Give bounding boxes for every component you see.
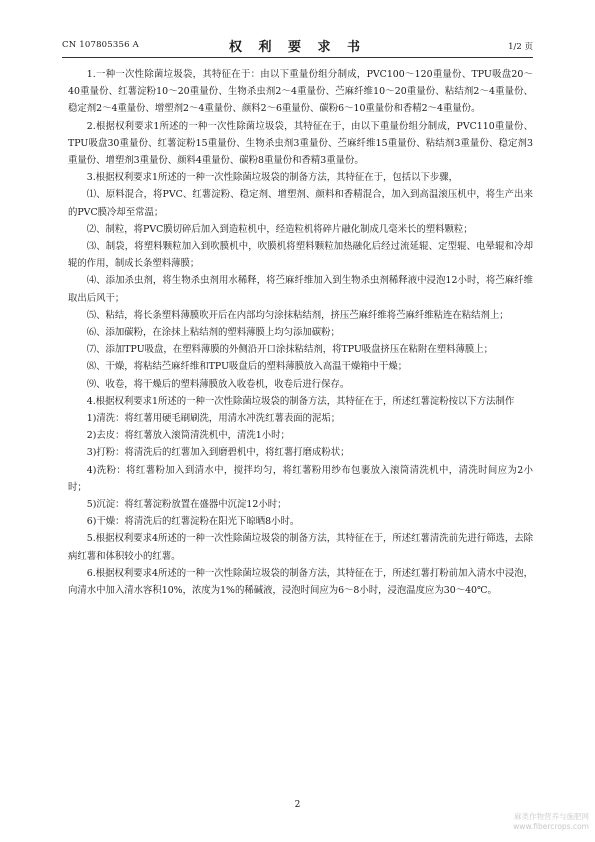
claim-4-step-2: 2)去皮：将红薯放入滚筒清洗机中，清洗1小时；	[86, 430, 290, 442]
claims-body	[68, 66, 533, 599]
page-header	[62, 36, 533, 54]
site-watermark	[513, 812, 589, 832]
patent-number: CN 107805356 A	[62, 40, 139, 50]
claim-4-step-3: 3)打粉：将清洗后的红薯加入到磨碧机中，将红薯打磨成粉状；	[86, 447, 350, 459]
page-number: 2	[294, 800, 301, 810]
claim-4-step-4: 4)洗粉：将红薯粉加入到清水中，搅拌均匀，将红薯粉用纱布包裹放入滚筒清洗机中，清洗时间应为2小时；	[68, 464, 533, 493]
claim-3-step-4: ⑷、添加杀虫剂，将生物杀虫剂用水稀释，将苎麻纤维加入到生物杀虫剂稀释液中浸泡12小时，将苎麻纤维取出后风干；	[68, 275, 533, 304]
claim-2: 2.根据权利要求1所述的一种一次性除菌垃圾袋，其特征在于，由以下重量份组分制成，PVC110重量份、TPU吸盘30重量份、红薯淀粉15重量份、生物杀虫剂3重量份、苎麻纤维15重量份、粘结剂3重量份、稳定剂3重量份、增塑剂3重量份、颜料4重量份、碳粉8重量份和香精3重量份。	[68, 120, 533, 167]
claim-3-step-6: ⑹、添加碳粉，在涂抹上粘结剂的塑料薄膜上均匀添加碳粉；	[86, 327, 340, 339]
claim-3-step-8: ⑻、干燥，将粘结苎麻纤维和TPU吸盘后的塑料薄膜放入高温干燥箱中干燥；	[86, 361, 408, 373]
watermark-url: www.fibercrops.com	[513, 822, 589, 831]
claim-3-step-7: ⑺、添加TPU吸盘，在塑料薄膜的外侧沿开口涂抹粘结剂，将TPU吸盘挤压在粘附在塑料薄膜上；	[86, 344, 494, 356]
claim-4-step-6: 6)干燥：将清洗后的红薯淀粉在阳光下晾晒8小时。	[86, 516, 300, 528]
claim-3: 3.根据权利要求1所述的一种一次性除菌垃圾袋的制备方法，其特征在于，包括以下步骤，	[86, 172, 458, 184]
document-title: 权 利 要 求 书	[228, 40, 367, 55]
claim-3-step-1: ⑴、原料混合，将PVC、红薯淀粉、稳定剂、增塑剂、颜料和香精混合，加入到高温滚压机中，将生产出来的PVC膜冷却至常温；	[68, 189, 533, 218]
claim-5: 5.根据权利要求4所述的一种一次性除菌垃圾袋的制备方法，其特征在于，所述红薯清洗前先进行筛选，去除病红薯和体积较小的红薯。	[68, 533, 533, 562]
claim-3-step-3: ⑶、制袋，将塑料颗粒加入到吹膜机中，吹膜机将塑料颗粒加热融化后经过流延辊、定型辊、电晕辊和冷却辊的作用，制成长条塑料薄膜；	[68, 241, 533, 270]
watermark-site-name: 麻类作物营养与施肥网	[514, 812, 589, 821]
claim-3-step-5: ⑸、粘结，将长条塑料薄膜吹开后在内部均匀涂抹粘结剂，挤压苎麻纤维将苎麻纤维粘连在粘结剂上；	[86, 309, 509, 321]
claim-3-step-2: ⑵、制粒，将PVC膜切碎后加入到造粒机中，经造粒机将碎片融化制成几毫米长的塑料颗粒；	[86, 223, 473, 235]
claim-1: 1.一种一次性除菌垃圾袋，其特征在于：由以下重量份组分制成，PVC100～120重量份、TPU吸盘20～40重量份、红薯淀粉10～20重量份、生物杀虫剂2～4重量份、苎麻纤维10～20重量份、粘结剂2～4重量份、稳定剂2～4重量份、增塑剂2～4重量份、颜料2～6重量份、碳粉6～10重量份和香精2～4重量份。	[68, 69, 533, 115]
page-indicator: 1/2 页	[508, 42, 533, 52]
claim-4-step-5: 5)沉淀：将红薯淀粉放置在盛器中沉淀12小时；	[86, 499, 287, 511]
claim-3-step-9: ⑼、收卷，将干燥后的塑料薄膜放入收卷机，收卷后进行保存。	[86, 378, 350, 390]
claim-6: 6.根据权利要求4所述的一种一次性除菌垃圾袋的制备方法，其特征在于，所述红薯打粉前加入清水中浸泡，向清水中加入清水容积10%，浓度为1%的稀碱液，浸泡时间应为6～8小时，浸泡温度应为30～40℃。	[68, 567, 533, 597]
header-rule	[62, 57, 533, 58]
claim-4-step-1: 1)清洗：将红薯用硬毛刷刷洗，用清水冲洗红薯表面的泥垢；	[86, 413, 341, 425]
claim-4: 4.根据权利要求1所述的一种一次性除菌垃圾袋的制备方法，其特征在于，所述红薯淀粉按以下方法制作	[86, 395, 515, 407]
